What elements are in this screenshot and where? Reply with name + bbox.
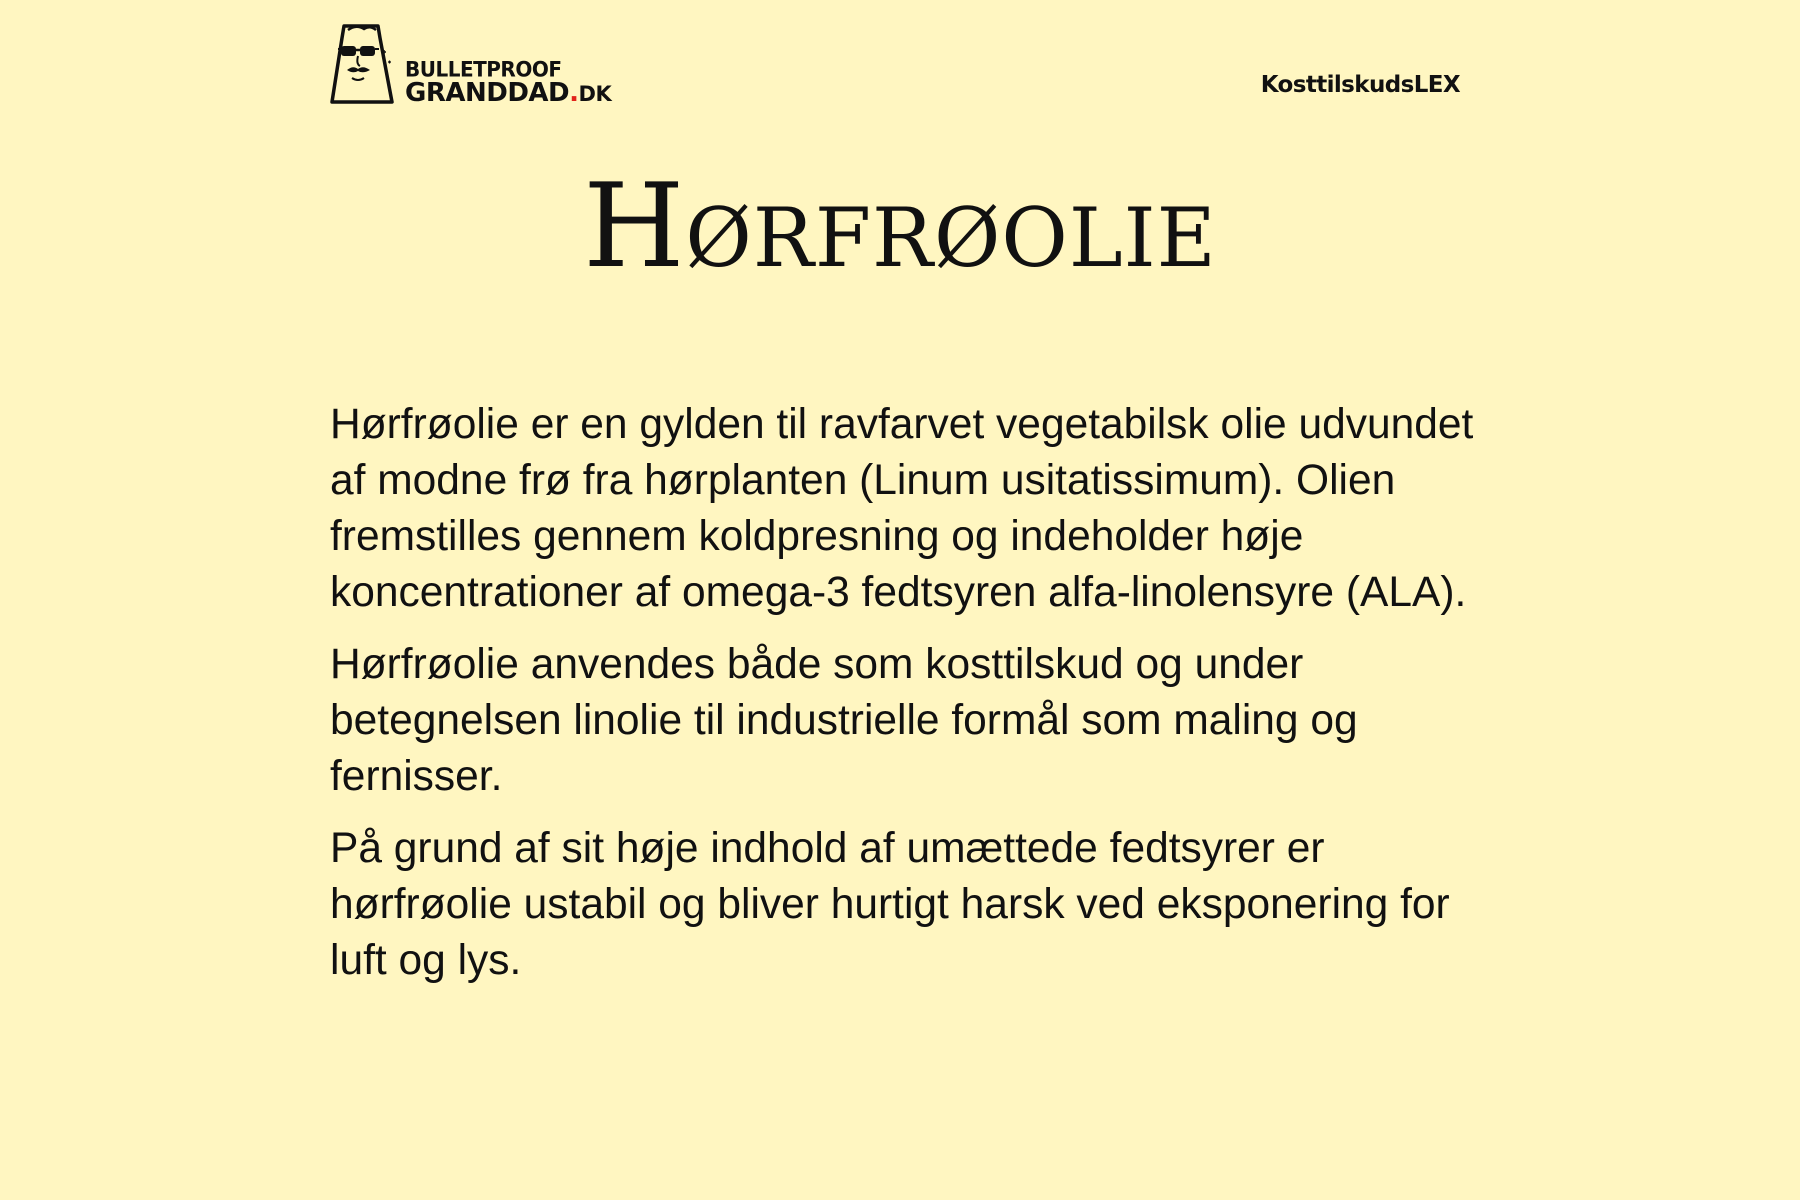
logo-dot: . bbox=[569, 78, 579, 108]
site-header bbox=[330, 22, 1460, 112]
article-paragraph-3: På grund af sit høje indhold af umættede fedtsyrer er hørfrøolie ustabil og bliver hurtigt harsk ved eksponering for luft og lys. bbox=[330, 825, 1450, 984]
logo-line1: BULLETPROOF bbox=[405, 56, 562, 82]
article-body bbox=[330, 397, 1480, 1005]
granddad-mascot-icon bbox=[330, 22, 402, 106]
page-title: Hørfrøolie bbox=[583, 159, 1217, 294]
logo-line2-main: GRANDDAD bbox=[405, 78, 570, 108]
logo-tld: DK bbox=[578, 82, 612, 106]
article-paragraph-2: Hørfrøolie anvendes både som kosttilskud og under betegnelsen linolie til industrielle formål som maling og fernisser. bbox=[330, 641, 1358, 800]
logo-line2 bbox=[405, 80, 611, 106]
article-paragraph-1: Hørfrøolie er en gylden til ravfarvet vegetabilsk olie udvundet af modne frø fra hørplanten (Linum usitatissimum). Olien fremstilles gennem koldpresning og indeholder høje koncentrationer af omega-3 fedtsyren alfa-linolensyre (ALA). bbox=[330, 401, 1474, 616]
site-logo-link[interactable] bbox=[330, 22, 611, 106]
kosttilskudslex-link[interactable]: KosttilskudsLEX bbox=[1260, 72, 1460, 98]
logo-wordmark bbox=[405, 56, 612, 108]
